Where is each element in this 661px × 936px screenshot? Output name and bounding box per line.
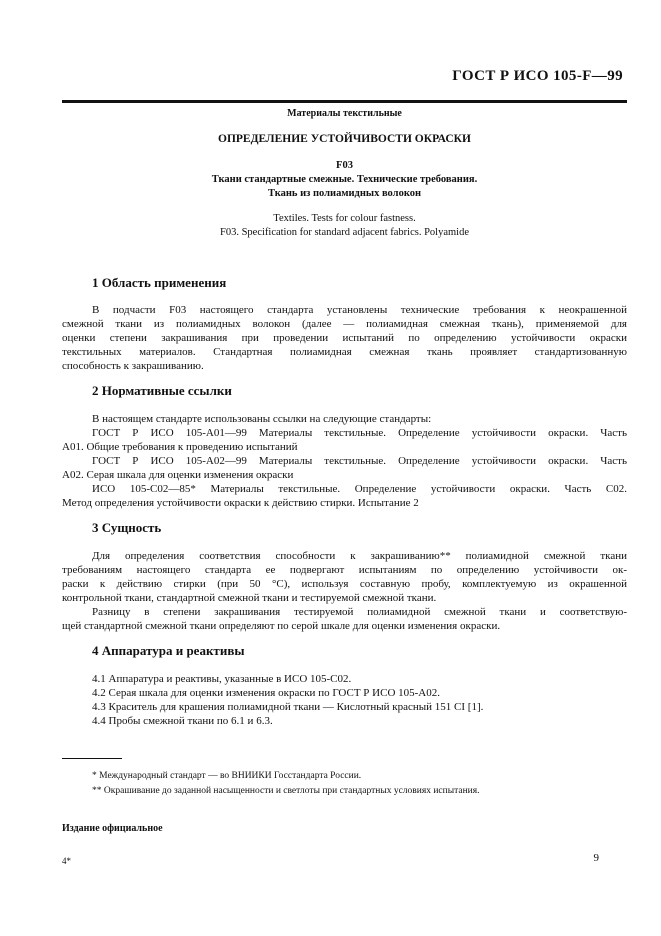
section-2-line: А02. Серая шкала для оценки изменения окраски [62, 469, 294, 481]
section-1-heading: 1 Область применения [92, 275, 227, 290]
standard-code-header: ГОСТ Р ИСО 105-F—99 [452, 68, 623, 84]
section-1-line: оценки степени закрашивания при проведении испытаний по определению устойчивости окраски [62, 332, 627, 344]
section-2-line: Метод определения устойчивости окраски к действию стирки. Испытание 2 [62, 497, 419, 509]
footnote-2: ** Окрашивание до заданной насыщенности и светлоты при стандартных условиях испытания. [92, 786, 480, 796]
part-code: F03 [336, 160, 353, 171]
english-title-line-2: F03. Specification for standard adjacent fabrics. Polyamide [219, 227, 469, 238]
edition-label: Издание официальное [62, 823, 163, 834]
section-4-line: 4.1 Аппаратура и реактивы, указанные в ИСО 105-С02. [92, 673, 352, 685]
section-2-line: А01. Общие требования к проведению испытаний [62, 441, 298, 453]
section-4-line: 4.2 Серая шкала для оценки изменения окраски по ГОСТ Р ИСО 105-А02. [92, 687, 440, 699]
subtitle-line-2: Ткань из полиамидных волокон [267, 188, 422, 199]
main-title: ОПРЕДЕЛЕНИЕ УСТОЙЧИВОСТИ ОКРАСКИ [218, 133, 471, 145]
section-2-line: В настоящем стандарте использованы ссылки на следующие стандарты: [92, 413, 432, 425]
subtitle-line-1: Ткани стандартные смежные. Технические требования. [211, 174, 478, 185]
section-3-body [62, 549, 627, 633]
section-2-line: ГОСТ Р ИСО 105-А01—99 Материалы текстильные. Определение устойчивости окраски. Часть [92, 427, 627, 439]
footnote-1: * Международный стандарт — во ВНИИКИ Госстандарта России. [92, 771, 362, 781]
section-1-line: способность к закрашиванию. [62, 360, 204, 372]
header-rule [62, 100, 627, 103]
section-3-line: щей стандартной смежной ткани определяют по серой шкале для оценки изменения окраски. [62, 620, 501, 632]
section-4-line: 4.3 Краситель для крашения полиамидной ткани — Кислотный красный 151 CI [1]. [92, 701, 484, 713]
english-title-line-1: Textiles. Tests for colour fastness. [273, 213, 416, 224]
section-1-body [62, 303, 627, 373]
section-4-line: 4.4 Пробы смежной ткани по 6.1 и 6.3. [92, 715, 273, 727]
section-3-line: раски к действию стирки (при 50 °С), используя составную пробу, комплектуемую из окрашенной [62, 578, 627, 590]
section-2-body [62, 412, 627, 510]
sheet-mark: 4* [62, 856, 71, 866]
section-3-line: контрольной ткани, стандартной смежной ткани и тестируемой смежной ткани. [62, 592, 437, 604]
section-1-line: текстильных материалов. Стандартная полиамидная смежная ткань проявляет стандартизованную [62, 346, 627, 358]
section-4-body [62, 672, 627, 728]
section-4-heading: 4 Аппаратура и реактивы [92, 643, 245, 658]
doc-category: Материалы текстильные [287, 108, 402, 119]
section-2-line: ГОСТ Р ИСО 105-А02—99 Материалы текстильные. Определение устойчивости окраски. Часть [92, 455, 627, 467]
page-number: 9 [593, 852, 599, 864]
section-1-line: смежной ткани из полиамидных волокон (далее — полиамидная смежная ткань), применяемой для [62, 318, 627, 330]
section-3-line: Для определения соответствия способности к закрашиванию** полиамидной смежной ткани [92, 550, 627, 562]
section-1-line: В подчасти F03 настоящего стандарта установлены технические требования к неокрашенной [92, 304, 627, 316]
section-3-line: требованиям настоящего стандарта ее подвергают испытаниям по определению устойчивости ок- [62, 564, 627, 576]
footnote-rule [62, 758, 122, 759]
section-2-line: ИСО 105-С02—85* Материалы текстильные. Определение устойчивости окраски. Часть С02. [92, 483, 627, 495]
section-2-heading: 2 Нормативные ссылки [92, 383, 232, 398]
section-3-line: Разницу в степени закрашивания тестируемой полиамидной смежной ткани и соответствую- [92, 606, 627, 618]
section-3-heading: 3 Сущность [92, 520, 162, 535]
